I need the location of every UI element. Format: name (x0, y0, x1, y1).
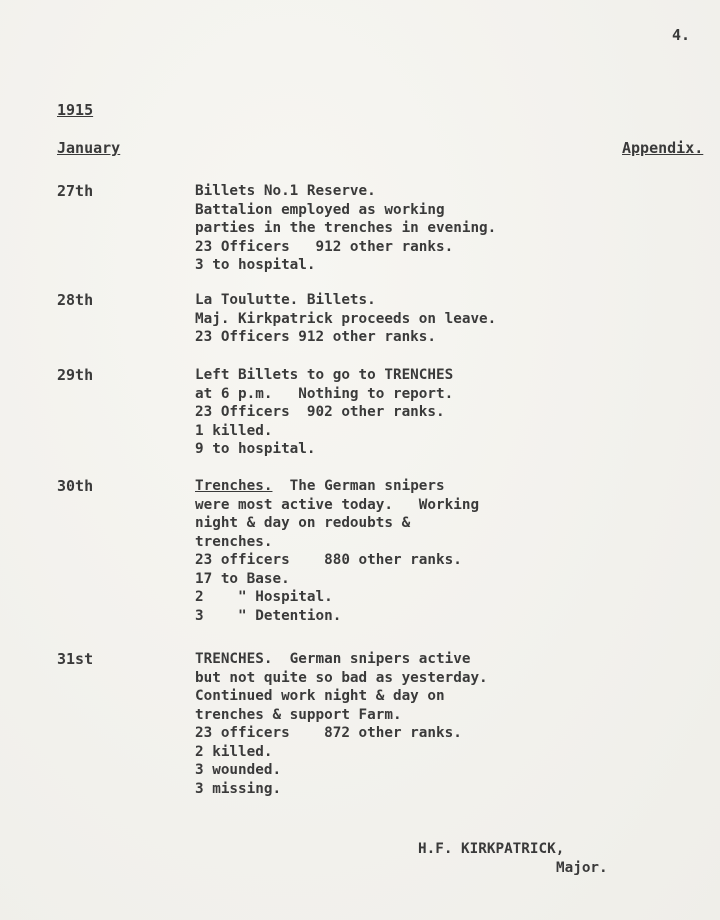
signature-block (418, 840, 608, 877)
entry-line: TRENCHES. German snipers active (195, 651, 471, 667)
entry-date: 31st (57, 650, 94, 668)
entry-line: 3 " Detention. (195, 607, 342, 624)
entry-line (195, 477, 479, 496)
entry-line: parties in the trenches in evening. (195, 220, 497, 236)
entry-line: La Toulutte. Billets. (195, 292, 376, 308)
entry-date: 28th (57, 291, 94, 309)
year-heading: 1915 (57, 101, 94, 119)
entry-line: 2 killed. (195, 743, 273, 760)
entry-line: 23 officers 880 other ranks. (195, 552, 462, 568)
entry-date: 29th (57, 366, 94, 384)
entry-text (195, 291, 496, 347)
entry-line: 23 Officers 912 other ranks. (195, 238, 454, 255)
entry-line: Left Billets to go to TRENCHES (195, 367, 454, 383)
month-heading: January (57, 139, 121, 157)
entry-line: 1 killed. (195, 422, 273, 439)
entry-text (195, 650, 488, 798)
entry-line: 23 officers 872 other ranks. (195, 725, 462, 741)
entry-line: 2 " Hospital. (195, 589, 333, 605)
underlined-word: Trenches. (195, 478, 273, 494)
entry-line: but not quite so bad as yesterday. (195, 669, 488, 686)
entry-date: 27th (57, 182, 94, 200)
entry-line: 3 missing. (195, 780, 282, 797)
entry-line: 17 to Base. (195, 570, 290, 587)
entry-date: 30th (57, 477, 94, 495)
entry-line: Continued work night & day on (195, 688, 445, 704)
entry-line: night & day on redoubts & (195, 515, 411, 531)
entry-line: 23 Officers 902 other ranks. (195, 404, 445, 420)
entry-line: at 6 p.m. Nothing to report. (195, 385, 454, 402)
page-number: 4. (672, 26, 691, 44)
appendix-heading: Appendix. (622, 139, 704, 157)
entry-line: 3 wounded. (195, 762, 282, 778)
entry-line: trenches & support Farm. (195, 706, 402, 723)
entry-line: Battalion employed as working (195, 201, 445, 218)
entry-text (195, 366, 453, 459)
entry-line: trenches. (195, 533, 273, 550)
entry-text (195, 182, 496, 275)
entry-line: Billets No.1 Reserve. (195, 183, 376, 199)
entry-line: Maj. Kirkpatrick proceeds on leave. (195, 310, 497, 327)
signatory-rank: Major. (556, 859, 608, 876)
entry-line: 3 to hospital. (195, 257, 316, 273)
entry-line-rest: The German snipers (272, 478, 445, 494)
entry-text (195, 477, 479, 625)
entry-line: 23 Officers 912 other ranks. (195, 329, 437, 345)
entry-line: 9 to hospital. (195, 441, 316, 457)
entry-line: were most active today. Working (195, 496, 480, 513)
signatory-name: H.F. KIRKPATRICK, (418, 841, 565, 857)
